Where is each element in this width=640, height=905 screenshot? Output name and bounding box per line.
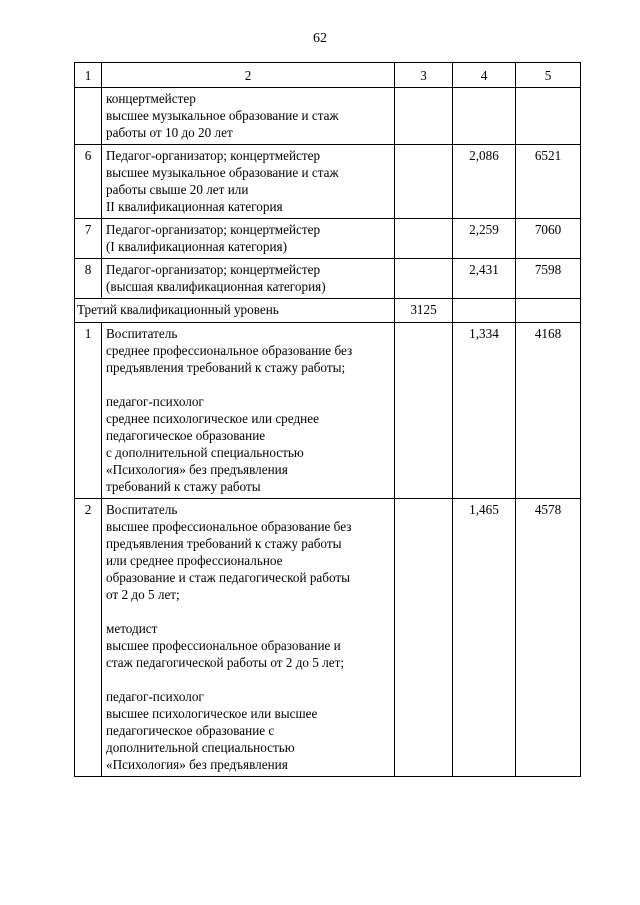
table-row	[75, 219, 581, 259]
description-paragraph	[106, 393, 390, 495]
description-paragraph	[106, 221, 390, 255]
description-line: методист	[106, 621, 158, 636]
salary-cell: 7060	[516, 219, 581, 259]
coefficient-cell: 2,431	[453, 259, 516, 299]
description-paragraph	[106, 90, 390, 141]
description-line: (высшая квалификационная категория)	[106, 279, 326, 294]
description-line: высшее профессиональное образование без	[106, 519, 352, 534]
salary-table	[74, 62, 581, 777]
description-line: предъявления требований к стажу работы;	[106, 360, 346, 375]
description-line: концертмейстер	[106, 91, 196, 106]
description-line: от 2 до 5 лет;	[106, 587, 180, 602]
description-line: (I квалификационная категория)	[106, 239, 287, 254]
description-paragraph	[106, 501, 390, 603]
description-line: высшее профессиональное образование и	[106, 638, 341, 653]
description-line: работы свыше 20 лет или	[106, 182, 249, 197]
description-line: предъявления требований к стажу работы	[106, 536, 342, 551]
description-line: педагог-психолог	[106, 394, 204, 409]
position-description	[102, 323, 395, 499]
description-line: среднее психологическое или среднее	[106, 411, 319, 426]
description-line: II квалификационная категория	[106, 199, 283, 214]
description-line: высшее музыкальное образование и стаж	[106, 108, 339, 123]
salary-cell: 6521	[516, 145, 581, 219]
description-paragraph	[106, 620, 390, 671]
description-line: среднее профессиональное образование без	[106, 343, 353, 358]
coefficient-cell: 2,259	[453, 219, 516, 259]
description-line: работы от 10 до 20 лет	[106, 125, 233, 140]
table-row	[75, 145, 581, 219]
table-row	[75, 323, 581, 499]
base-salary-cell	[395, 323, 453, 499]
description-line: педагогическое образование с	[106, 723, 275, 738]
description-line: Воспитатель	[106, 326, 178, 341]
salary-cell	[516, 88, 581, 145]
empty-cell	[453, 299, 516, 323]
salary-cell: 4168	[516, 323, 581, 499]
position-description	[102, 499, 395, 777]
header-cell: 2	[102, 63, 395, 88]
description-line: педагог-психолог	[106, 689, 204, 704]
qualification-level-row	[75, 299, 581, 323]
base-salary-cell	[395, 259, 453, 299]
header-cell: 1	[75, 63, 102, 88]
description-paragraph	[106, 261, 390, 295]
description-line: с дополнительной специальностью	[106, 445, 304, 460]
row-number: 6	[75, 145, 102, 219]
description-line: дополнительной специальностью	[106, 740, 295, 755]
header-cell: 3	[395, 63, 453, 88]
empty-cell	[516, 299, 581, 323]
row-number: 7	[75, 219, 102, 259]
page-number: 62	[313, 31, 327, 46]
coefficient-cell: 1,465	[453, 499, 516, 777]
description-line: высшее психологическое или высшее	[106, 706, 318, 721]
salary-cell: 7598	[516, 259, 581, 299]
description-line: педагогическое образование	[106, 428, 266, 443]
description-line: «Психология» без предъявления	[106, 462, 288, 477]
header-cell: 5	[516, 63, 581, 88]
description-line: образование и стаж педагогической работы	[106, 570, 351, 585]
table-row	[75, 259, 581, 299]
header-cell: 4	[453, 63, 516, 88]
coefficient-cell: 1,334	[453, 323, 516, 499]
coefficient-cell: 2,086	[453, 145, 516, 219]
base-salary-cell	[395, 88, 453, 145]
position-description	[102, 145, 395, 219]
position-description	[102, 259, 395, 299]
table-row	[75, 88, 581, 145]
base-salary-cell	[395, 219, 453, 259]
coefficient-cell	[453, 88, 516, 145]
description-line: Педагог-организатор; концертмейстер	[106, 262, 321, 277]
description-line: или среднее профессиональное	[106, 553, 283, 568]
description-line: «Психология» без предъявления	[106, 757, 288, 772]
description-paragraph	[106, 147, 390, 215]
position-description	[102, 88, 395, 145]
description-paragraph	[106, 325, 390, 376]
row-number: 1	[75, 323, 102, 499]
base-salary-cell: 3125	[395, 299, 453, 323]
table-header-row	[75, 63, 581, 88]
description-line: Педагог-организатор; концертмейстер	[106, 222, 321, 237]
description-line: Педагог-организатор; концертмейстер	[106, 148, 321, 163]
table-row	[75, 499, 581, 777]
row-number: 8	[75, 259, 102, 299]
base-salary-cell	[395, 145, 453, 219]
row-number: 2	[75, 499, 102, 777]
description-line: требований к стажу работы	[106, 479, 261, 494]
description-paragraph	[106, 688, 390, 773]
base-salary-cell	[395, 499, 453, 777]
position-description	[102, 219, 395, 259]
description-line: Воспитатель	[106, 502, 178, 517]
row-number	[75, 88, 102, 145]
qualification-level-label: Третий квалификационный уровень	[75, 299, 395, 323]
salary-cell: 4578	[516, 499, 581, 777]
description-line: высшее музыкальное образование и стаж	[106, 165, 339, 180]
description-line: стаж педагогической работы от 2 до 5 лет;	[106, 655, 345, 670]
